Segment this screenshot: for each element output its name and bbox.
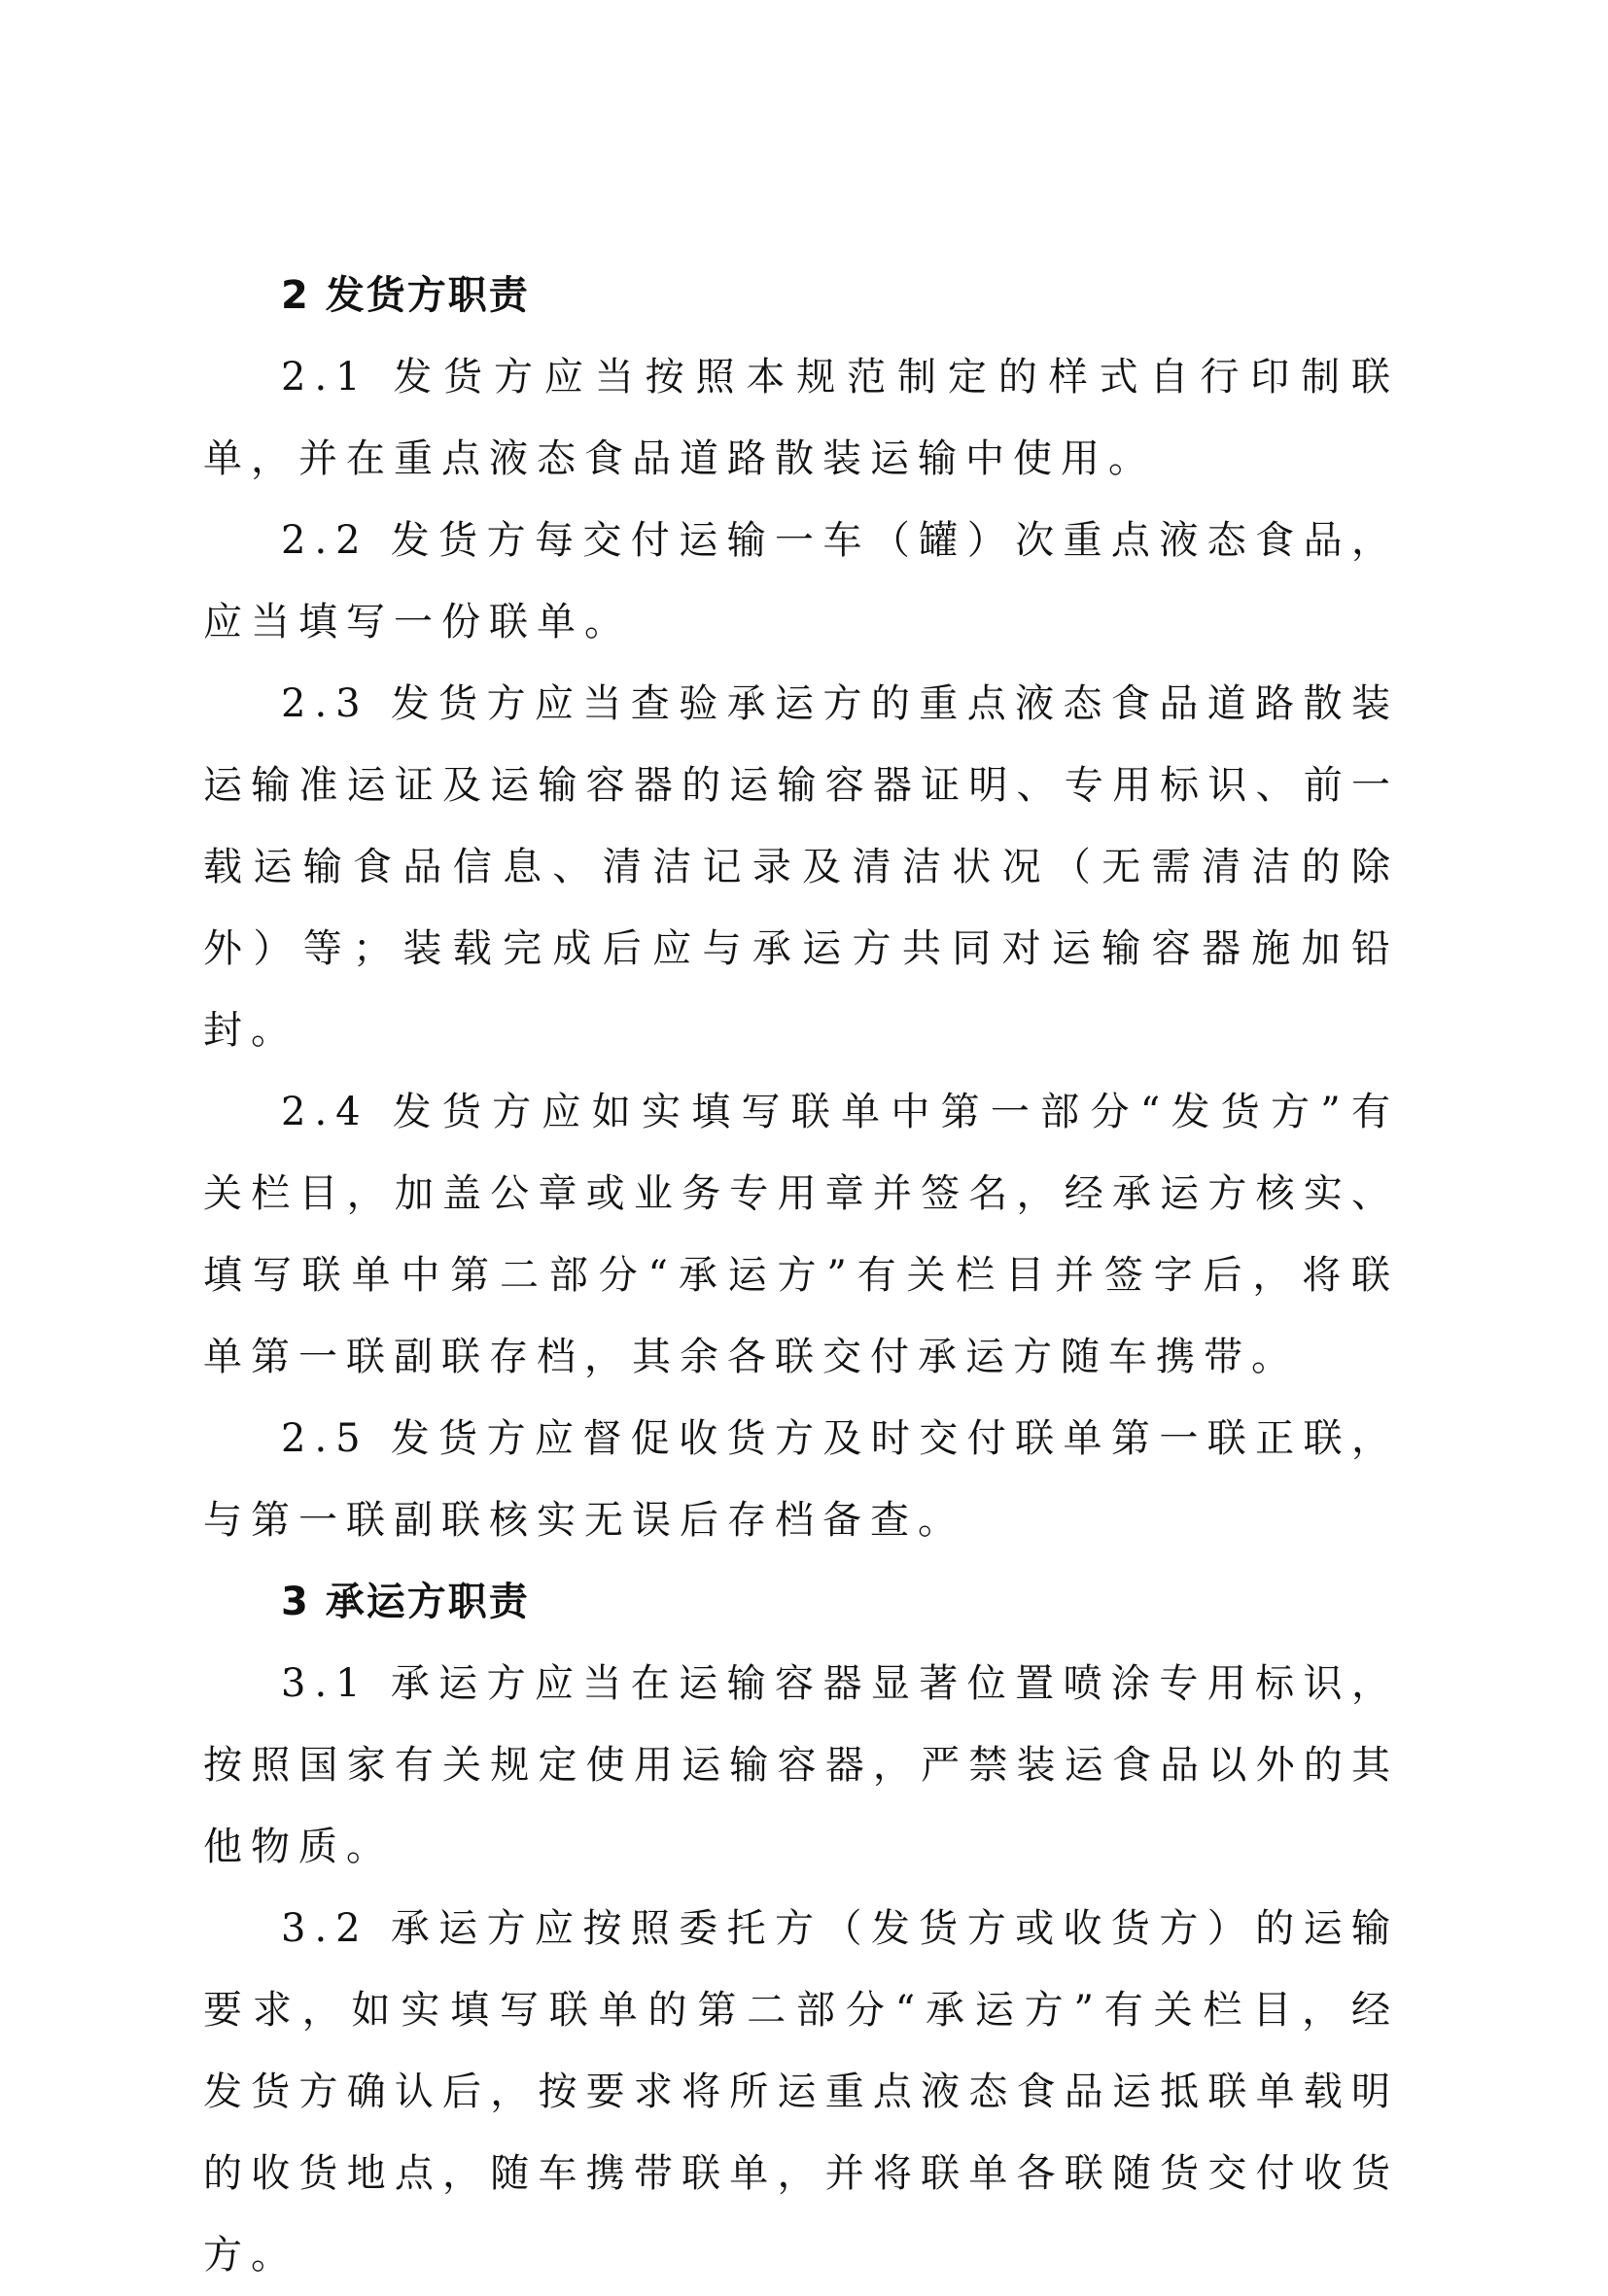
paragraph-2-5: 2.5 发货方应督促收货方及时交付联单第一联正联，与第一联副联核实无误后存档备查。 xyxy=(203,1416,1399,1543)
section-heading-3: 3 承运方职责 xyxy=(281,1580,530,1624)
section-heading-2: 2 发货方职责 xyxy=(281,273,530,318)
paragraph-2-2: 2.2 发货方每交付运输一车（罐）次重点液态食品，应当填写一份联单。 xyxy=(203,518,1399,644)
paragraph-3-2: 3.2 承运方应按照委托方（发货方或收货方）的运输要求，如实填写联单的第二部分“承运方”有关栏目，经发货方确认后，按要求将所运重点液态食品运抵联单载明的收货地点，随车携带联单，并将联单各联随货交付收货方。 xyxy=(203,1906,1399,2278)
paragraph-2-4: 2.4 发货方应如实填写联单中第一部分“发货方”有关栏目，加盖公章或业务专用章并签名，经承运方核实、填写联单中第二部分“承运方”有关栏目并签字后，将联单第一联副联存档，其余各联交付承运方随车携带。 xyxy=(203,1090,1399,1379)
document-body xyxy=(203,255,1399,2296)
paragraph-2-1: 2.1 发货方应当按照本规范制定的样式自行印制联单，并在重点液态食品道路散装运输中使用。 xyxy=(203,355,1399,481)
paragraph-2-3: 2.3 发货方应当查验承运方的重点液态食品道路散装运输准运证及运输容器的运输容器证明、专用标识、前一载运输食品信息、清洁记录及清洁状况（无需清洁的除外）等；装载完成后应与承运方共同对运输容器施加铅封。 xyxy=(203,681,1399,1053)
paragraph-3-1: 3.1 承运方应当在运输容器显著位置喷涂专用标识，按照国家有关规定使用运输容器，严禁装运食品以外的其他物质。 xyxy=(203,1661,1399,1869)
